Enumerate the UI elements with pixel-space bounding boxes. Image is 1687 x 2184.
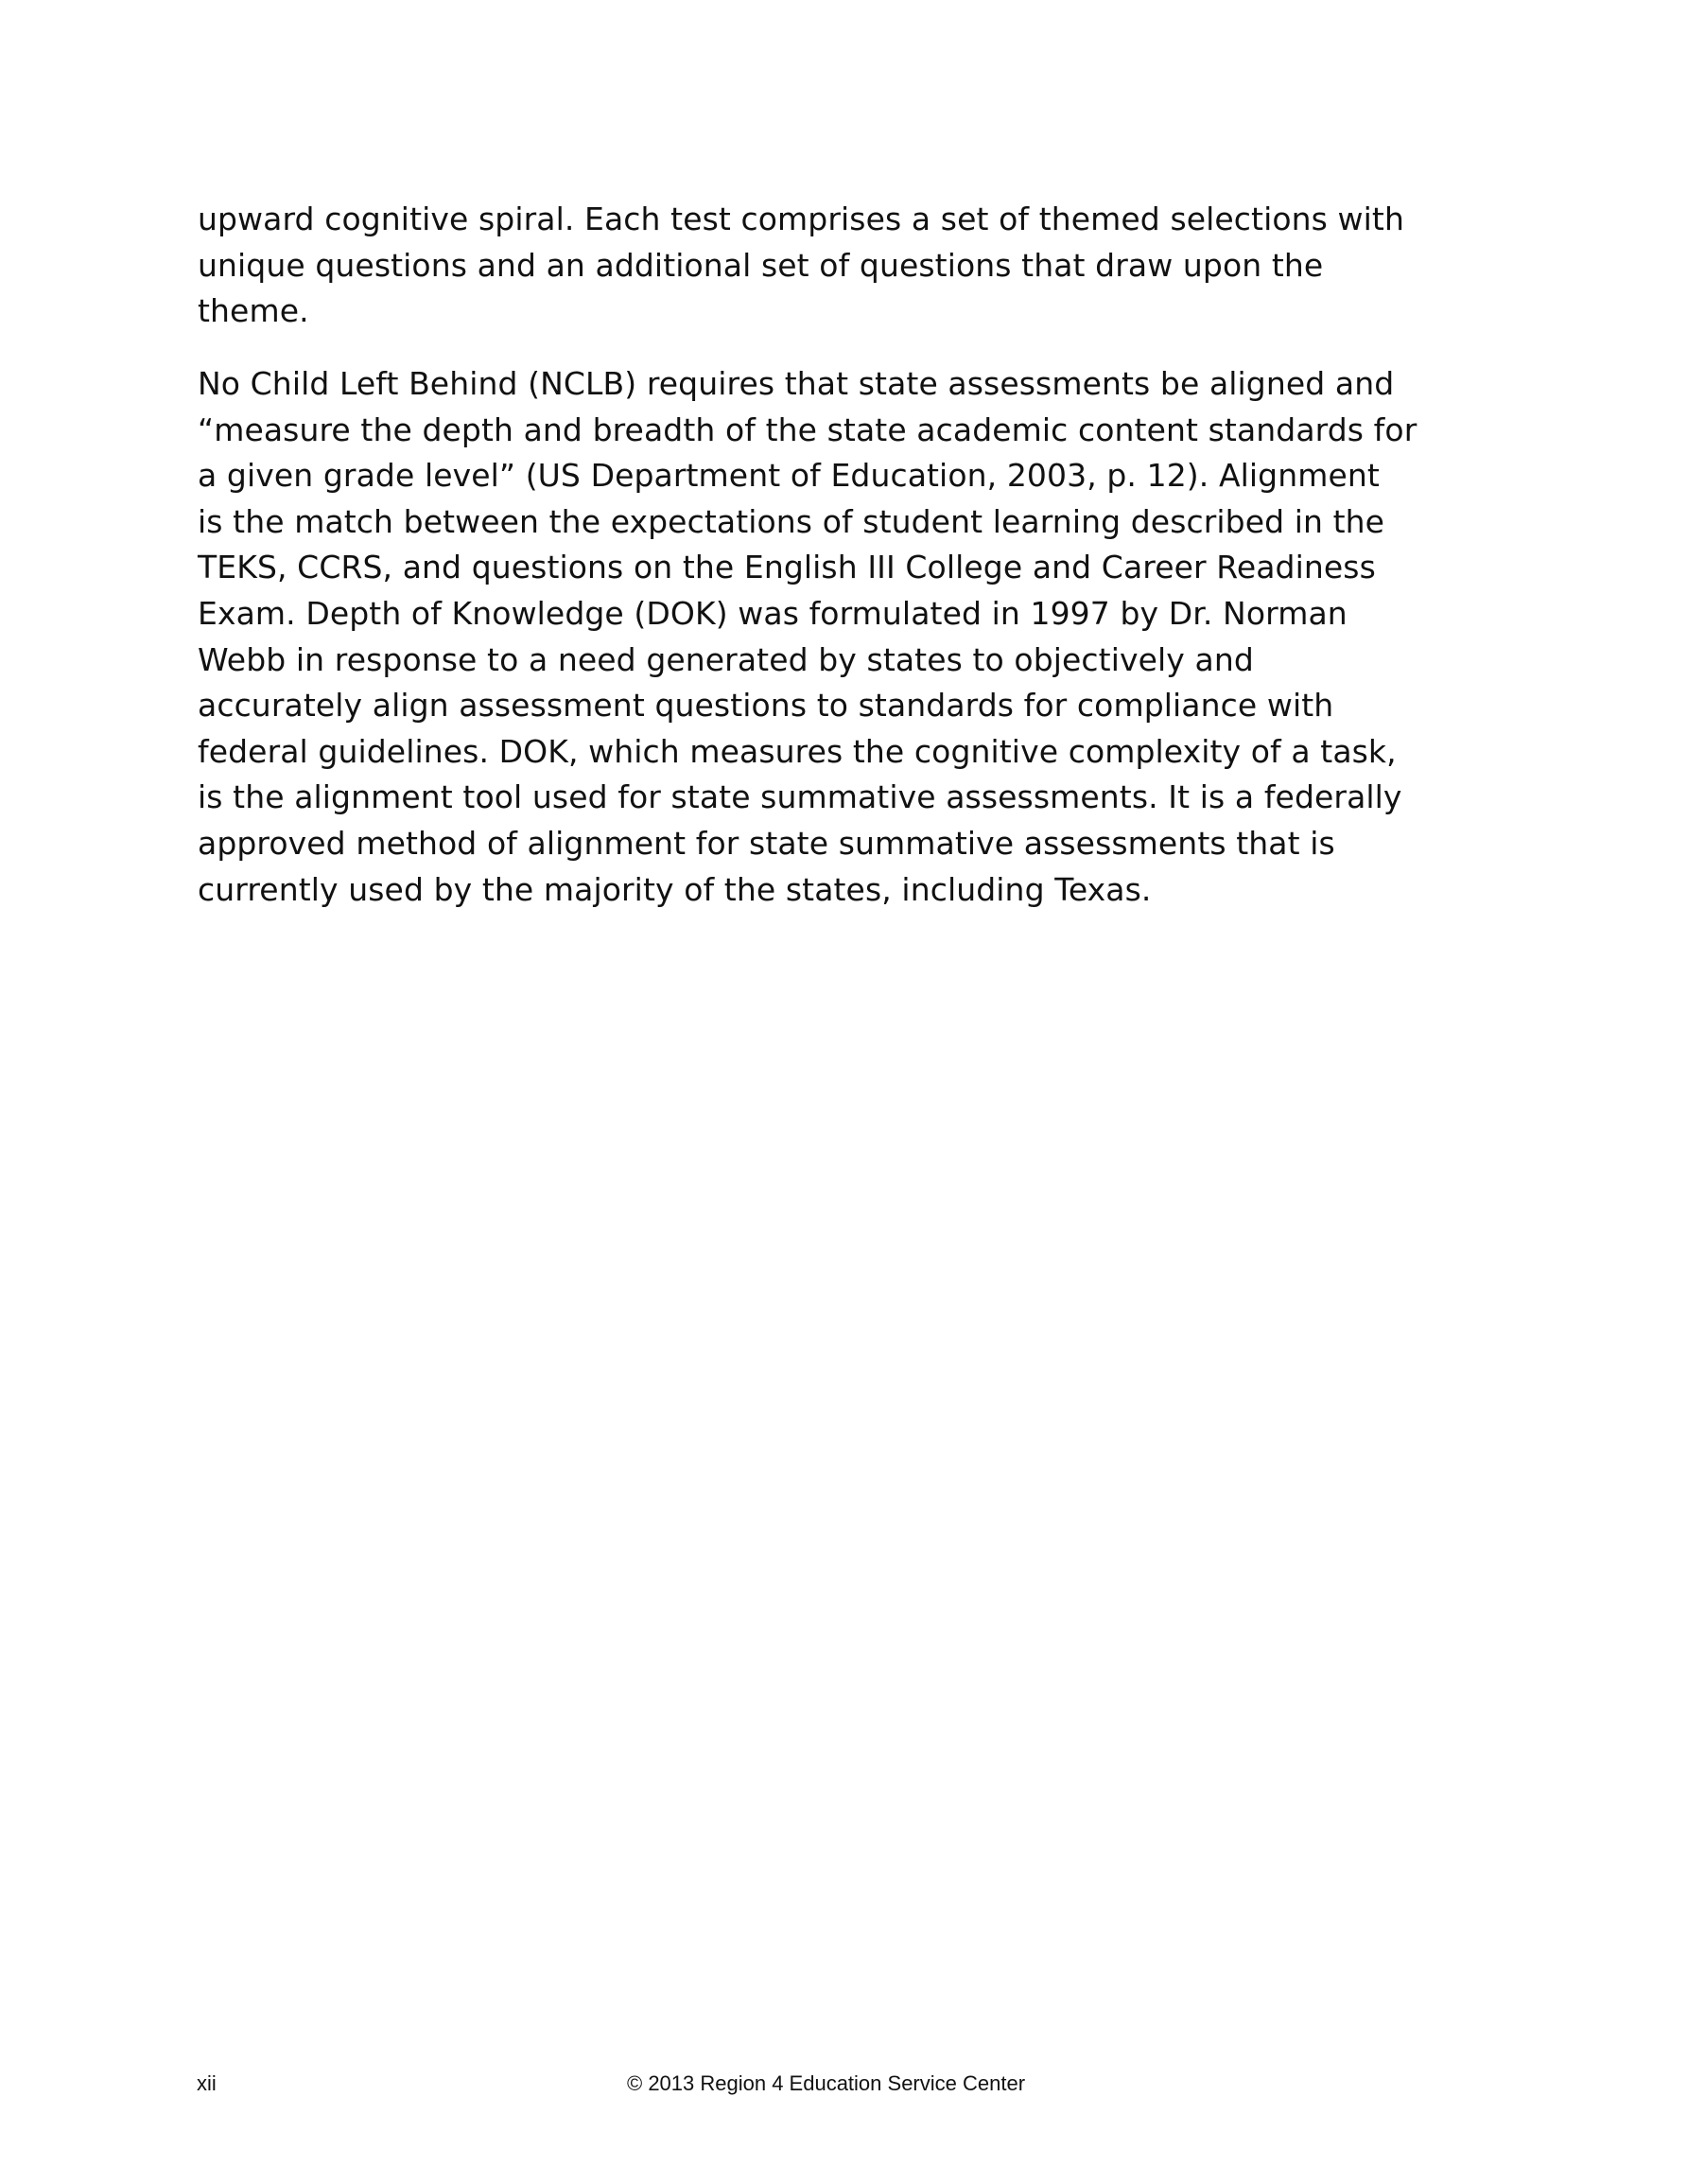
text-line: approved method of alignment for state summative assessments that is <box>198 824 1335 862</box>
text-line: theme. <box>198 292 309 330</box>
text-line: “measure the depth and breadth of the state academic content standards for <box>198 411 1417 448</box>
copyright-notice: © 2013 Region 4 Education Service Center <box>627 2071 1026 2095</box>
paragraph-continuation <box>198 197 1540 335</box>
text-line: Exam. Depth of Knowledge (DOK) was formulated in 1997 by Dr. Norman <box>198 594 1348 632</box>
text-line: TEKS, CCRS, and questions on the English III College and Career Readiness <box>198 549 1376 586</box>
text-line: is the match between the expectations of student learning described in the <box>198 502 1385 540</box>
text-line: federal guidelines. DOK, which measures the cognitive complexity of a task, <box>198 732 1397 770</box>
text-line: unique questions and an additional set of questions that draw upon the <box>198 246 1324 284</box>
text-line: is the alignment tool used for state summative assessments. It is a federally <box>198 778 1402 816</box>
paragraph-nclb-alignment <box>198 361 1540 913</box>
text-line: a given grade level” (US Department of Education, 2003, p. 12). Alignment <box>198 457 1380 495</box>
page-number: xii <box>197 2071 217 2095</box>
text-line: currently used by the majority of the states, including Texas. <box>198 870 1152 908</box>
text-line: No Child Left Behind (NCLB) requires that state assessments be aligned and <box>198 365 1395 402</box>
text-line: Webb in response to a need generated by states to objectively and <box>198 640 1254 678</box>
text-line: accurately align assessment questions to standards for compliance with <box>198 687 1334 725</box>
text-line: upward cognitive spiral. Each test comprises a set of themed selections with <box>198 201 1404 237</box>
